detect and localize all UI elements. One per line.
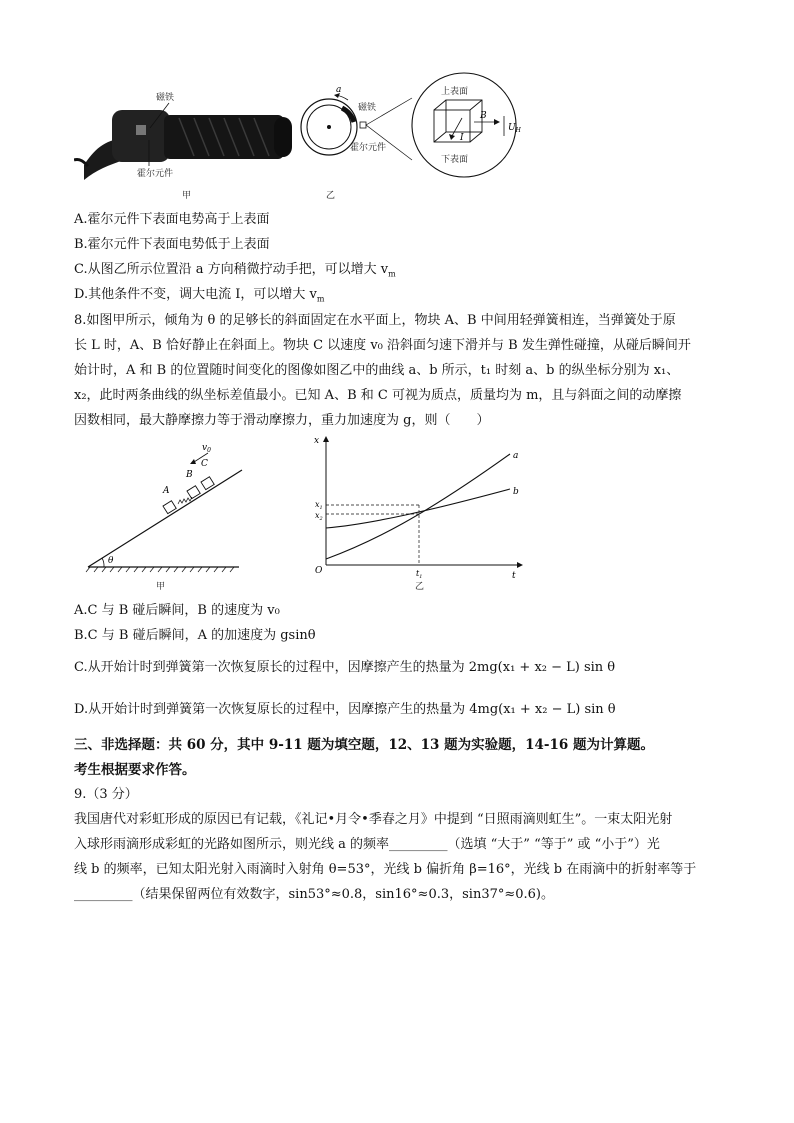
caption-yi-q8: 乙 bbox=[415, 582, 425, 592]
tick-t1: $t_1$ bbox=[416, 569, 423, 580]
q9-line-4: _________（结果保留两位有效数字，sin53°≈0.8，sin16°≈0.3，sin37°≈0.6)。 bbox=[74, 887, 555, 902]
q9-line-2: 入球形雨滴形成彩虹的光路如图所示，则光线 a 的频率_________（选填 “大于” “等于” 或 “小于”）光 bbox=[74, 837, 660, 852]
tick-x2: $x_2$ bbox=[315, 511, 323, 522]
curve-a-label: a bbox=[513, 451, 519, 461]
q8-stem-line-2: 长 L 时，A、B 恰好静止在斜面上。物块 C 以速度 v₀ 沿斜面匀速下滑并与 B 发生弹性碰撞，从碰后瞬间开 bbox=[74, 338, 691, 353]
section-3-heading-line-2: 考生根据要求作答。 bbox=[74, 762, 196, 778]
caption-yi: 乙 bbox=[326, 191, 336, 201]
label-A: A bbox=[163, 486, 170, 496]
curve-b-label: b bbox=[513, 487, 519, 497]
tick-x1: $x_1$ bbox=[315, 500, 323, 511]
axis-label-x: x bbox=[314, 436, 320, 446]
q7-option-d: D.其他条件不变，调大电流 I，可以增大 $v_m$ bbox=[74, 287, 325, 304]
top-figure bbox=[74, 70, 534, 205]
label-hall-element: 霍尔元件 bbox=[137, 169, 174, 179]
q8-stem-line-5: 因数相同，最大静摩擦力等于滑动摩擦力，重力加速度为 g，则（ ） bbox=[74, 413, 490, 428]
q9-header: 9.（3 分） bbox=[74, 787, 138, 802]
q8-option-c: C.从开始计时到弹簧第一次恢复原长的过程中，因摩擦产生的热量为 2mg(x₁ + x₂ − L) sin θ bbox=[74, 660, 616, 675]
q7-option-c: C.从图乙所示位置沿 a 方向稍微拧动手把，可以增大 $v_m$ bbox=[74, 262, 396, 279]
origin-label: O bbox=[315, 566, 323, 576]
label-hall-element-2: 霍尔元件 bbox=[350, 143, 387, 153]
q9-line-1: 我国唐代对彩虹形成的原因已有记载，《礼记•月令•季春之月》中提到 “日照雨滴则虹生”。一束太阳光射 bbox=[74, 812, 673, 827]
label-theta: θ bbox=[108, 556, 114, 566]
curve-b bbox=[326, 489, 510, 528]
block-A bbox=[163, 501, 176, 514]
q8-option-a: A.C 与 B 碰后瞬间，B 的速度为 v₀ bbox=[74, 603, 280, 618]
label-magnet: 磁铁 bbox=[156, 93, 175, 103]
handlebar-grip-image bbox=[74, 110, 292, 180]
label-C: C bbox=[201, 459, 208, 469]
ring-diagram bbox=[301, 85, 412, 201]
label-v0: $v_0$ bbox=[202, 443, 211, 454]
q8-option-d: D.从开始计时到弹簧第一次恢复原长的过程中，因摩擦产生的热量为 4mg(x₁ + x₂ − L) sin θ bbox=[74, 702, 616, 717]
q9-line-3: 线 b 的频率，已知太阳光射入雨滴时入射角 θ=53°，光线 b 偏折角 β=16°，光线 b 在雨滴中的折射率等于 bbox=[74, 862, 697, 877]
curve-a bbox=[326, 454, 510, 559]
block-C bbox=[201, 477, 214, 490]
label-upper-surface: 上表面 bbox=[441, 87, 469, 97]
label-a-direction: a bbox=[336, 85, 342, 95]
q8-figure-xt-graph bbox=[312, 432, 532, 594]
q7-option-a: A.霍尔元件下表面电势高于上表面 bbox=[74, 212, 270, 227]
q7-option-b: B.霍尔元件下表面电势低于上表面 bbox=[74, 237, 270, 252]
label-UH: $U_H$ bbox=[508, 123, 521, 134]
label-B-field: B bbox=[480, 111, 487, 121]
q8-stem-line-3: 始计时，A 和 B 的位置随时间变化的图像如图乙中的曲线 a、b 所示，t₁ 时刻 a、b 的纵坐标分别为 x₁、 bbox=[74, 363, 680, 378]
label-magnet-2: 磁铁 bbox=[358, 103, 377, 113]
q8-stem-line-1: 8.如图甲所示，倾角为 θ 的足够长的斜面固定在水平面上，物块 A、B 中间用轻弹簧相连，当弹簧处于原 bbox=[74, 313, 676, 328]
axis-label-t: t bbox=[512, 571, 516, 581]
caption-jia-q8: 甲 bbox=[156, 582, 166, 592]
q8-stem-line-4: x₂，此时两条曲线的纵坐标差值最小。已知 A、B 和 C 可视为质点，质量均为 m，且与斜面之间的动摩擦 bbox=[74, 388, 682, 403]
label-lower-surface: 下表面 bbox=[441, 155, 469, 165]
section-3-heading-line-1: 三、非选择题：共 60 分，其中 9-11 题为填空题，12、13 题为实验题，14-16 题为计算题。 bbox=[74, 737, 655, 753]
label-I-current: I bbox=[460, 133, 464, 143]
label-B: B bbox=[186, 470, 193, 480]
block-B bbox=[187, 486, 200, 499]
caption-jia: 甲 bbox=[182, 191, 192, 201]
q8-option-b: B.C 与 B 碰后瞬间，A 的加速度为 gsinθ bbox=[74, 628, 316, 643]
hall-element-magnified bbox=[412, 73, 522, 177]
q8-figure-incline bbox=[84, 432, 254, 592]
